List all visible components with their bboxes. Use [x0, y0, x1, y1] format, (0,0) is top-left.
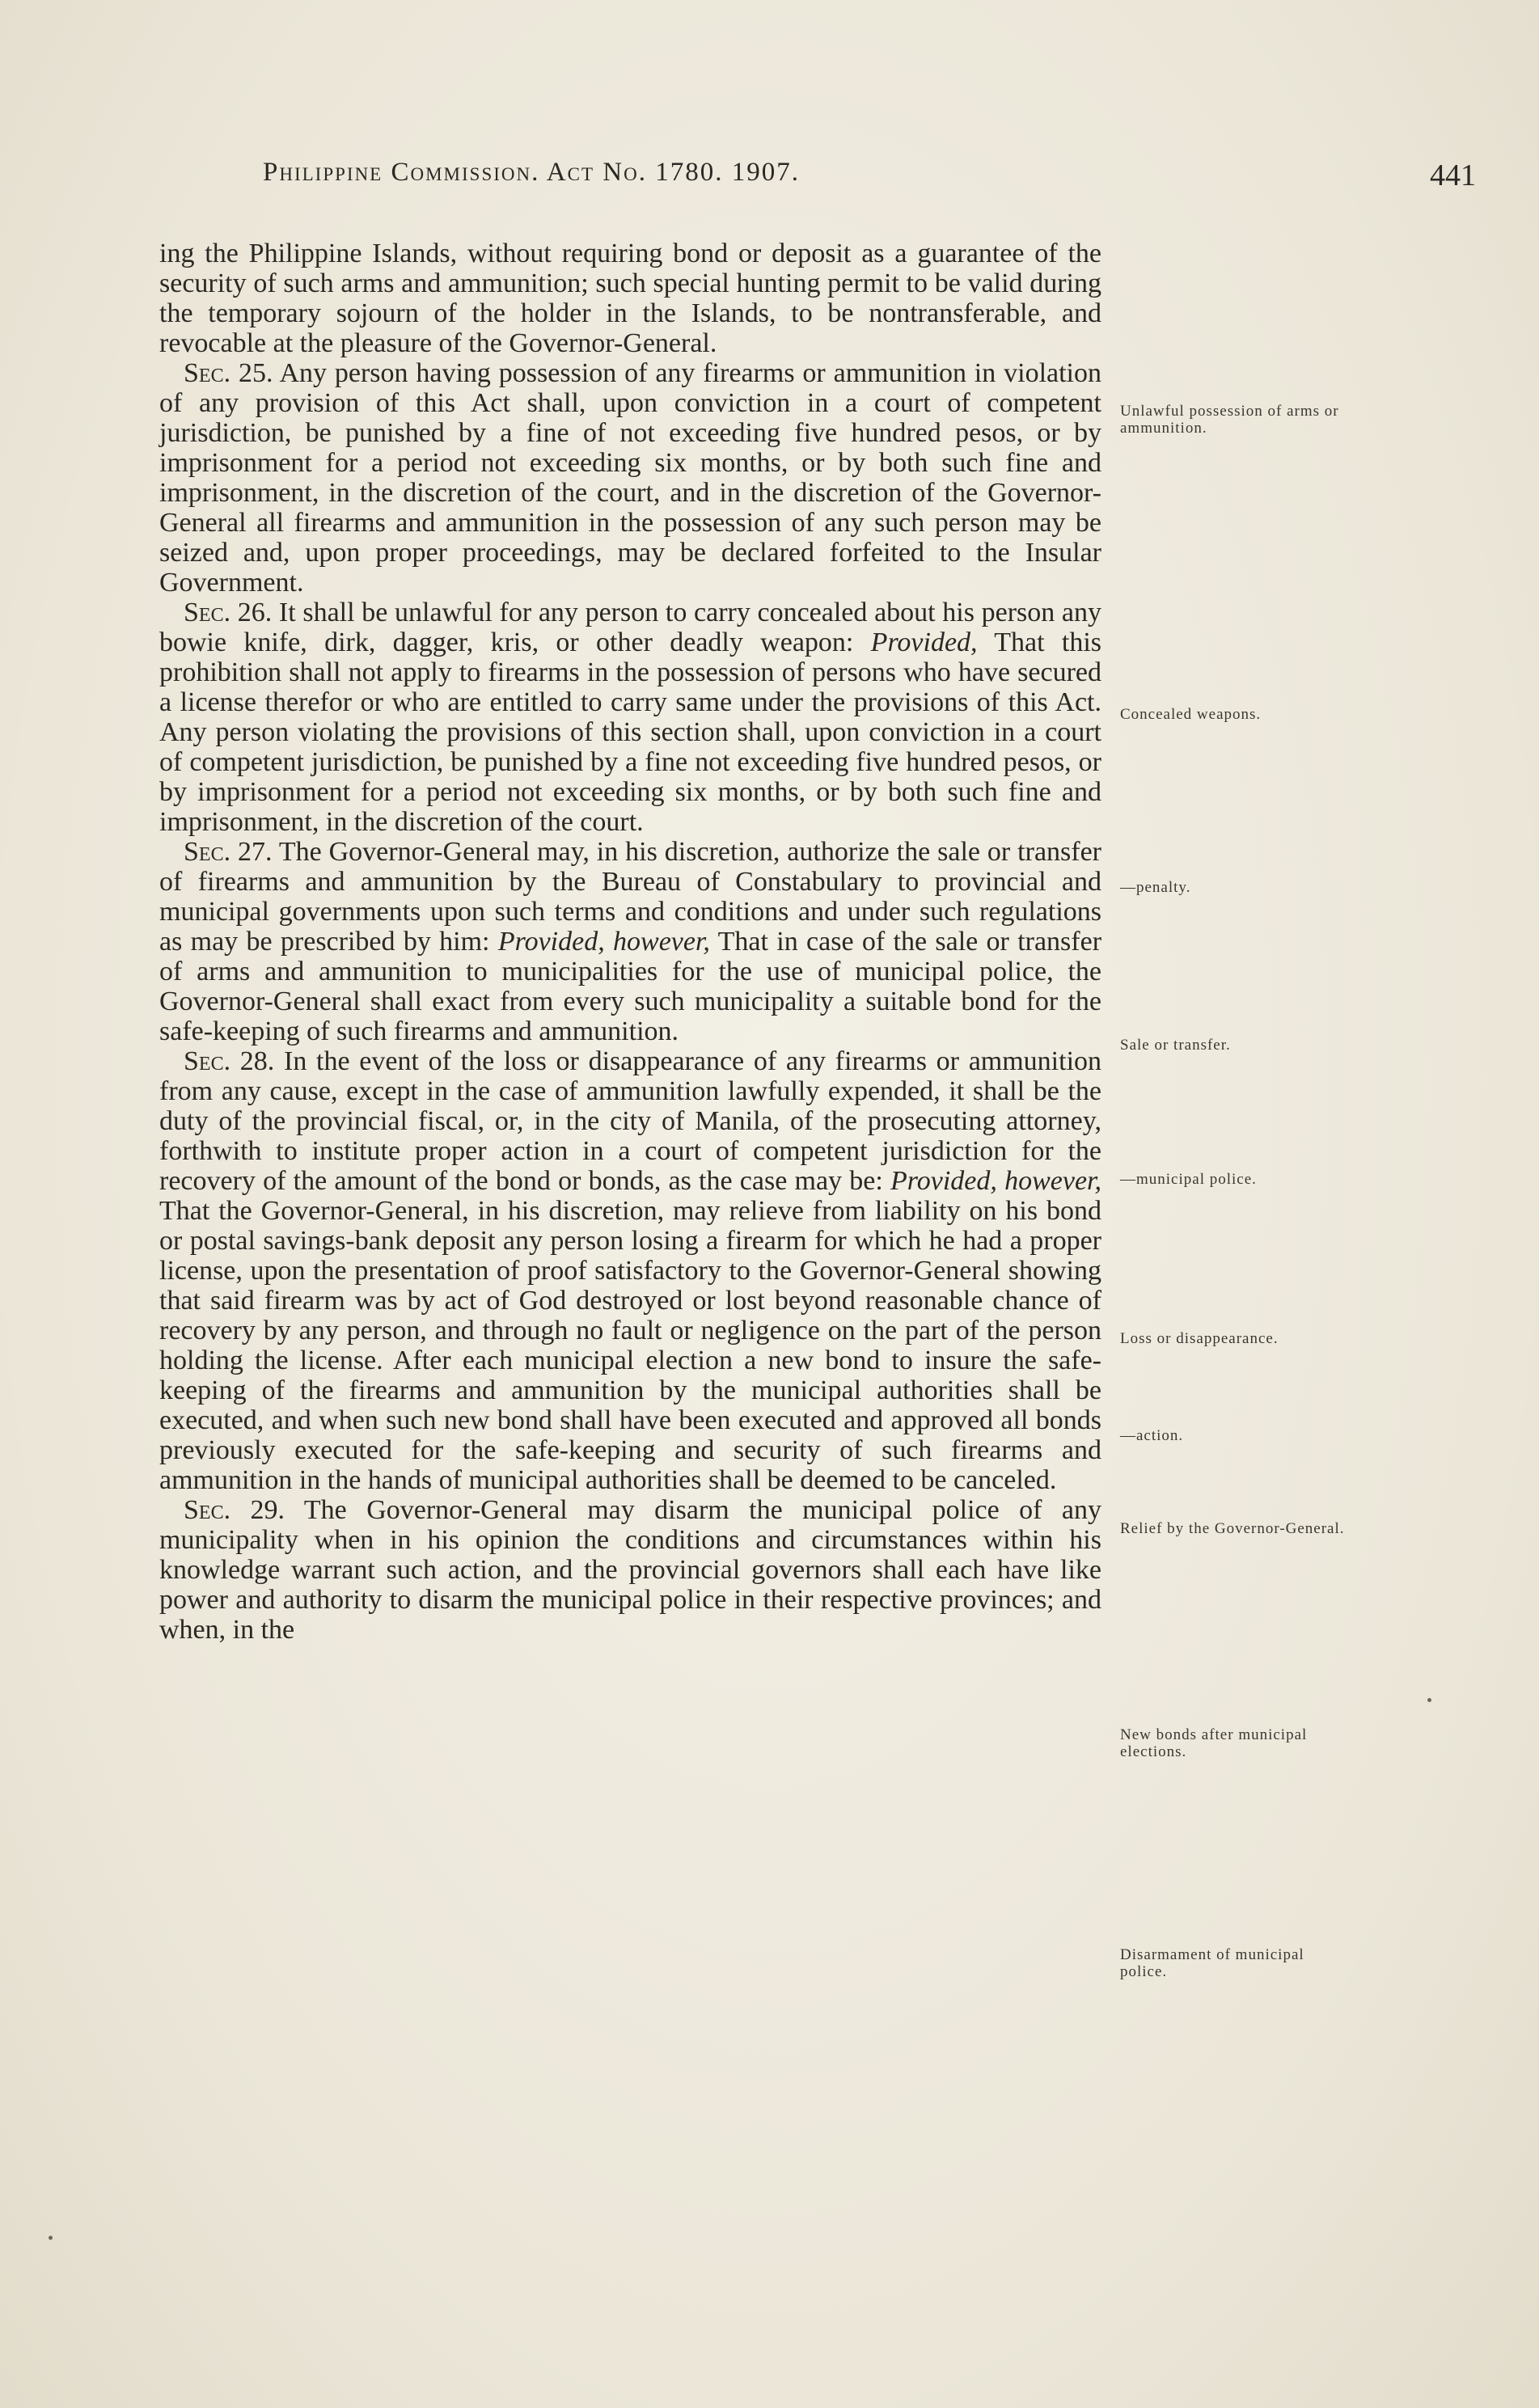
- margin-note: —action.: [1120, 1427, 1184, 1444]
- proviso-italic: Provided, however,: [890, 1166, 1102, 1196]
- section-27: Sec. 27. The Governor-General may, in his discretion, authorize the sale or transfer of firearms and ammunition by the Bureau of Constabulary to provincial and municipal governments upon such terms and conditions and under such regulations as may be prescribed by him: Provided, however, That in case of the sale or transfer of arms and ammunition to municipalities for the use of municipal police, the Governor-General shall exact from every such municipality a suitable bond for the safe-keeping of such firearms and ammunition.: [159, 837, 1102, 1046]
- running-title: Philippine Commission. Act No. 1780. 1907.: [263, 158, 800, 187]
- margin-note: —penalty.: [1120, 879, 1191, 896]
- margin-note: Disarmament of municipal police.: [1120, 1946, 1304, 1980]
- margin-note: Unlawful possession of arms or ammunition.: [1120, 403, 1339, 437]
- section-25: Sec. 25. Any person having possession of any firearms or ammunition in violation of any provision of this Act shall, upon conviction in a court of competent jurisdiction, be punished by a fine of not exceeding five hundred pesos, or by imprisonment for a period not exceeding six months, or by both such fine and imprisonment, in the discretion of the court, and in the discretion of the Governor-General all firearms and ammunition in the possession of any such person may be seized and, upon proper proceedings, may be declared forfeited to the Insular Government.: [159, 358, 1102, 598]
- section-label: Sec. 27.: [184, 837, 273, 867]
- margin-note: New bonds after municipal elections.: [1120, 1726, 1308, 1760]
- paper-speck: [1427, 1698, 1431, 1702]
- margin-note: —municipal police.: [1120, 1171, 1257, 1188]
- section-29: Sec. 29. The Governor-General may disarm the municipal police of any municipality when in his opinion the conditions and circumstances within his knowledge warrant such action, and the provincial governors shall each have like power and authority to disarm the municipal police in their respective provinces; and when, in the: [159, 1495, 1102, 1645]
- margin-note: Loss or disappearance.: [1120, 1330, 1279, 1347]
- page-number: 441: [1430, 158, 1476, 192]
- section-label: Sec. 26.: [184, 598, 273, 627]
- proviso-italic: Provided, however,: [497, 927, 710, 957]
- margin-note: Relief by the Governor-General.: [1120, 1520, 1345, 1537]
- proviso-italic: Provided,: [870, 627, 978, 657]
- margin-note: Concealed weapons.: [1120, 706, 1262, 723]
- section-label: Sec. 25.: [184, 358, 273, 388]
- body-text: [159, 239, 1101, 1645]
- paper-speck: [49, 2236, 53, 2240]
- margin-note: Sale or transfer.: [1120, 1037, 1231, 1054]
- section-28: Sec. 28. In the event of the loss or disappearance of any firearms or ammunition from any cause, except in the case of ammunition lawfully expended, it shall be the duty of the provincial fiscal, or, in the city of Manila, of the prosecuting attorney, forthwith to institute proper action in a court of competent jurisdiction for the recovery of the amount of the bond or bonds, as the case may be: Provided, however, That the Governor-General, in his discretion, may relieve from liability on his bond or postal savings-bank deposit any person losing a firearm for which he had a proper license, upon the presentation of proof satisfactory to the Governor-General showing that said firearm was by act of God destroyed or lost beyond reasonable chance of recovery by any person, and through no fault or negligence on the part of the person holding the license. After each municipal election a new bond to insure the safe-keeping of the firearms and ammunition by the municipal authorities shall be executed, and when such new bond shall have been executed and approved all bonds previously executed for the safe-keeping and security of such firearms and ammunition in the hands of municipal authorities shall be deemed to be canceled.: [159, 1046, 1102, 1495]
- paragraph-continuation: ing the Philippine Islands, without requiring bond or deposit as a guarantee of the security of such arms and ammunition; such special hunting permit to be valid during the temporary sojourn of the holder in the Islands, to be nontransferable, and revocable at the pleasure of the Governor-General.: [159, 239, 1101, 358]
- section-label: Sec. 28.: [184, 1046, 275, 1076]
- section-26: Sec. 26. It shall be unlawful for any person to carry concealed about his person any bowie knife, dirk, dagger, kris, or other deadly weapon: Provided, That this prohibition shall not apply to firearms in the possession of persons who have secured a license therefor or who are entitled to carry same under the provisions of this Act. Any person violating the provisions of this section shall, upon conviction in a court of competent jurisdiction, be punished by a fine not exceeding five hundred pesos, or by imprisonment for a period not exceeding six months, or by both such fine and imprisonment, in the discretion of the court.: [159, 598, 1102, 837]
- page-header: [230, 158, 1476, 198]
- section-label: Sec. 29.: [184, 1495, 285, 1525]
